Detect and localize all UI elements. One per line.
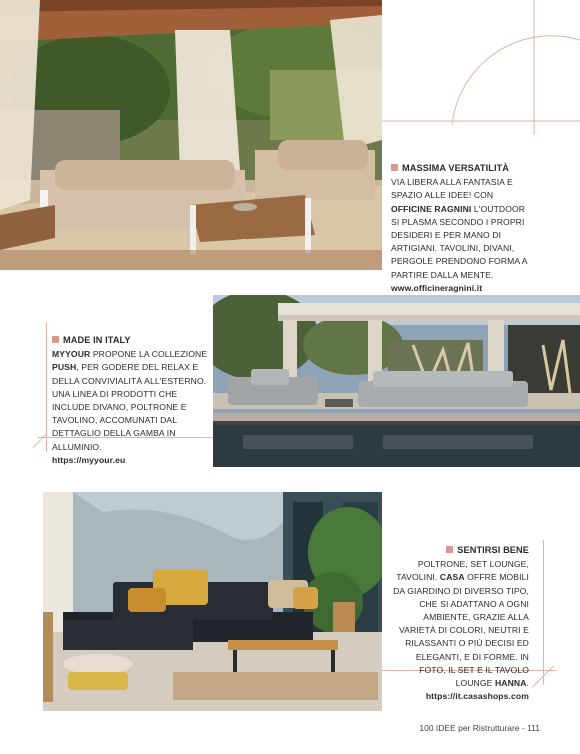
page-footer: 100 IDEE per Ristrutturare - 111	[419, 723, 540, 733]
decorative-circle-top	[382, 0, 580, 160]
caption-myyour: MADE IN ITALY MYYOUR PROPONE LA COLLEZIONE PUSH, PER GODERE DEL RELAX E DELLA CONVIVIALITÀ ALL'ESTERNO. UNA LINEA DI PRODOTTI CHE INCLUDE DIVANO, POLTRONE E TAVOLINO, ACCOMUNATI DAL DETTAGLIO DELLA GAMBA IN ALLUMINIO. https://myyour.eu	[52, 334, 208, 467]
divider-line	[543, 540, 544, 685]
product-name: HANNA	[494, 678, 527, 689]
photo-myyour-push	[213, 295, 580, 467]
website-link[interactable]: https://it.casashops.com	[425, 691, 529, 702]
caption-casa: SENTIRSI BENE POLTRONE, SET LOUNGE, TAVOLINI. CASA OFFRE MOBILI DA GIARDINO DI DIVERSO TIPO, CHE SI ADATTANO A OGNI AMBIENTE, GRAZIE ALLA VARIETÀ DI COLORI, NEUTRI E RILASSANTI O PIÙ DECISI ED ELEGANTI, E DI FORME. IN FOTO, IL SET E IL TAVOLO LOUNGE HANNA. https://it.casashops.com	[392, 544, 529, 703]
caption-officine-ragnini: MASSIMA VERSATILITÀ VIA LIBERA ALLA FANTASIA E SPAZIO ALLE IDEE! CON OFFICINE RAGNINI L'OUTDOOR SI PLASMA SECONDO I PROPRI DESIDERI E PER MANO DI ARTIGIANI. TAVOLINI, DIVANI, PERGOLE PRENDONO FORMA A PARTIRE DALLA MENTE. www.officineragnini.it	[391, 162, 531, 295]
product-name: PUSH	[52, 362, 77, 373]
accent-square-icon	[391, 164, 398, 171]
brand-name: MYYOUR	[52, 349, 91, 360]
photo-casa-hanna	[43, 492, 382, 711]
brand-name: CASA	[439, 572, 465, 583]
accent-square-icon	[52, 336, 59, 343]
website-link[interactable]: www.officineragnini.it	[391, 282, 483, 293]
brand-name: OFFICINE RAGNINI	[391, 203, 472, 214]
accent-square-icon	[446, 546, 453, 553]
website-link[interactable]: https://myyour.eu	[52, 454, 126, 465]
caption-heading: MASSIMA VERSATILITÀ	[391, 162, 531, 175]
photo-officine-ragnini	[0, 0, 382, 270]
caption-heading: SENTIRSI BENE	[392, 544, 529, 557]
caption-heading: MADE IN ITALY	[52, 334, 208, 347]
